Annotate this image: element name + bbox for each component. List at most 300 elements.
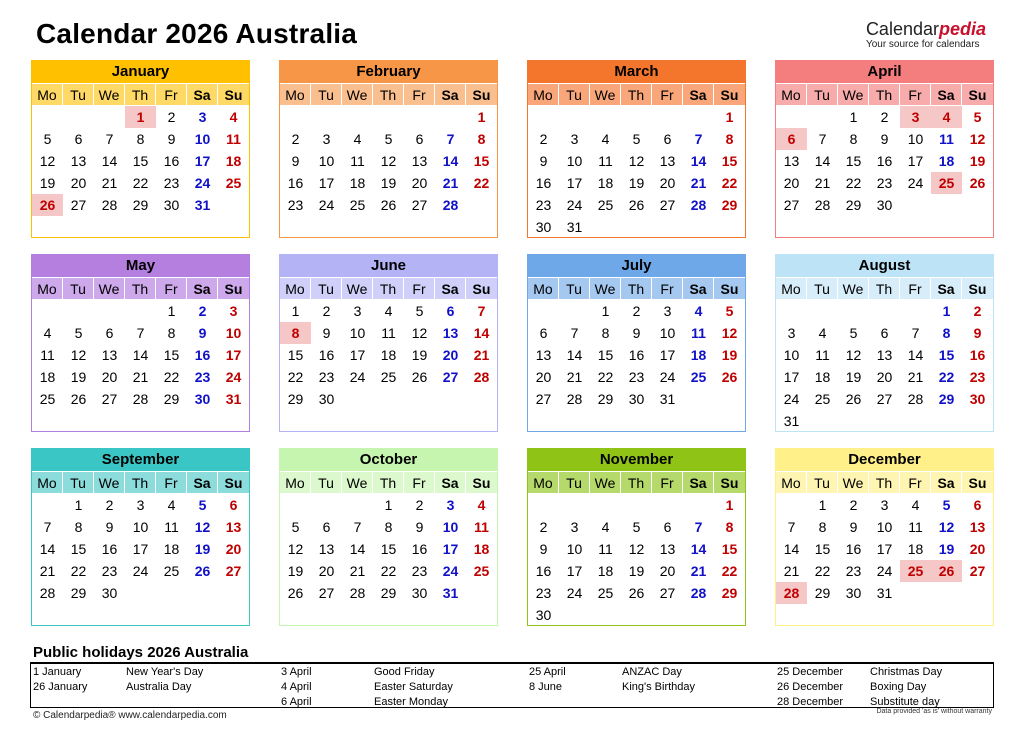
weekday-label: Mo — [528, 472, 559, 494]
day-cell: 11 — [164, 519, 179, 535]
day-cell: 17 — [349, 347, 366, 363]
weekday-label: Mo — [280, 84, 311, 106]
day-cell: 30 — [101, 585, 118, 601]
empty-cell — [559, 494, 590, 516]
day-cell: 28 — [101, 197, 118, 213]
day-cell: 26 — [380, 197, 397, 213]
day-cell: 8 — [167, 325, 176, 341]
day-cell: 16 — [969, 347, 986, 363]
day-cell: 20 — [318, 563, 335, 579]
day-cell: 7 — [787, 519, 796, 535]
empty-cell — [528, 300, 559, 322]
empty-cell — [621, 494, 652, 516]
holiday-date: 25 April — [529, 666, 566, 678]
day-cell: 11 — [691, 325, 706, 341]
day-cell: 28 — [907, 391, 924, 407]
day-cell: 27 — [442, 369, 459, 385]
day-cell: 30 — [969, 391, 986, 407]
day-cell: 15 — [814, 541, 831, 557]
empty-cell — [32, 494, 63, 516]
weekday-label: Fr — [652, 84, 683, 106]
day-cell: 11 — [350, 153, 365, 169]
day-cell: 12 — [628, 153, 645, 169]
day-grid — [280, 493, 497, 625]
empty-cell — [94, 106, 125, 128]
day-cell: 8 — [74, 519, 83, 535]
holiday-row — [31, 665, 279, 680]
day-cell: 15 — [721, 541, 738, 557]
day-cell: 12 — [628, 541, 645, 557]
month-may — [31, 254, 250, 432]
day-cell: 26 — [845, 391, 862, 407]
weekday-label: We — [94, 278, 125, 300]
day-cell: 21 — [907, 369, 924, 385]
holiday-row — [31, 680, 279, 695]
holiday-date: 25 December — [777, 666, 844, 678]
weekday-label: Mo — [32, 472, 63, 494]
day-cell: 14 — [814, 153, 831, 169]
weekday-label: Fr — [156, 278, 187, 300]
day-cell: 17 — [907, 153, 924, 169]
day-cell: 28 — [473, 369, 490, 385]
day-cell: 17 — [318, 175, 335, 191]
day-cell: 5 — [198, 497, 207, 513]
weekday-label: Su — [224, 475, 243, 491]
holiday-day-cell: 1 — [125, 106, 156, 128]
weekday-label: Th — [869, 472, 900, 494]
day-cell: 2 — [291, 131, 300, 147]
day-grid — [776, 105, 993, 237]
day-cell: 6 — [229, 497, 238, 513]
day-cell: 2 — [880, 109, 889, 125]
holiday-date: 26 December — [777, 681, 844, 693]
brand-logo[interactable] — [866, 20, 986, 50]
day-cell: 17 — [876, 541, 893, 557]
day-cell: 24 — [566, 585, 583, 601]
weekday-label: Mo — [32, 278, 63, 300]
day-cell: 3 — [787, 325, 796, 341]
day-grid — [528, 105, 745, 237]
weekday-label: Sa — [435, 84, 466, 106]
weekday-label: Mo — [32, 84, 63, 106]
day-cell: 22 — [287, 369, 304, 385]
weekday-label: Fr — [404, 472, 435, 494]
day-cell: 19 — [628, 563, 645, 579]
day-cell: 8 — [725, 519, 734, 535]
weekday-label: Su — [224, 281, 243, 297]
day-cell: 7 — [105, 131, 114, 147]
empty-cell — [311, 494, 342, 516]
day-cell: 13 — [411, 153, 428, 169]
weekday-header — [528, 277, 745, 299]
day-cell: 16 — [318, 347, 335, 363]
day-cell: 26 — [194, 563, 211, 579]
day-cell: 20 — [969, 541, 986, 557]
weekday-label: Mo — [528, 278, 559, 300]
day-cell: 25 — [473, 563, 490, 579]
day-cell: 20 — [225, 541, 242, 557]
day-cell: 6 — [415, 131, 424, 147]
day-cell: 8 — [601, 325, 610, 341]
day-cell: 5 — [291, 519, 300, 535]
day-cell: 9 — [198, 325, 207, 341]
day-cell: 13 — [783, 153, 800, 169]
day-cell: 9 — [415, 519, 424, 535]
day-cell: 8 — [818, 519, 827, 535]
day-cell: 10 — [566, 541, 583, 557]
weekday-header — [32, 83, 249, 105]
holiday-name: ANZAC Day — [622, 666, 682, 678]
holiday-day-cell: 26 — [32, 194, 63, 216]
day-grid — [528, 299, 745, 431]
day-cell: 10 — [318, 153, 335, 169]
day-cell: 18 — [380, 347, 397, 363]
day-cell: 16 — [845, 541, 862, 557]
weekday-label: Th — [373, 278, 404, 300]
day-cell: 3 — [322, 131, 331, 147]
day-cell: 17 — [783, 369, 800, 385]
weekday-label: Mo — [280, 278, 311, 300]
day-cell: 30 — [628, 391, 645, 407]
day-grid — [280, 299, 497, 431]
day-cell: 24 — [876, 563, 893, 579]
weekday-header — [280, 471, 497, 493]
month-name: March — [528, 61, 745, 83]
day-cell: 4 — [353, 131, 362, 147]
weekday-label: Su — [720, 475, 739, 491]
empty-cell — [280, 106, 311, 128]
day-cell: 14 — [39, 541, 56, 557]
day-cell: 24 — [132, 563, 149, 579]
day-cell: 21 — [473, 347, 490, 363]
empty-cell — [652, 106, 683, 128]
day-cell: 8 — [477, 131, 486, 147]
day-cell: 18 — [907, 541, 924, 557]
empty-cell — [342, 106, 373, 128]
day-cell: 11 — [815, 347, 830, 363]
weekday-label: Th — [869, 278, 900, 300]
day-cell: 29 — [938, 391, 955, 407]
weekday-label: Tu — [63, 472, 94, 494]
day-cell: 16 — [194, 347, 211, 363]
day-cell: 26 — [411, 369, 428, 385]
empty-cell — [63, 106, 94, 128]
day-cell: 1 — [849, 109, 858, 125]
weekday-label: Mo — [280, 472, 311, 494]
empty-cell — [807, 300, 838, 322]
day-cell: 5 — [43, 131, 52, 147]
weekday-label: Tu — [311, 472, 342, 494]
day-cell: 25 — [597, 585, 614, 601]
day-cell: 6 — [74, 131, 83, 147]
weekday-header — [528, 83, 745, 105]
weekday-label: Su — [968, 87, 987, 103]
day-cell: 3 — [229, 303, 238, 319]
day-cell: 31 — [442, 585, 459, 601]
day-cell: 24 — [225, 369, 242, 385]
weekday-label: We — [590, 84, 621, 106]
day-cell: 6 — [663, 131, 672, 147]
holiday-day-cell: 26 — [931, 560, 962, 582]
empty-cell — [621, 106, 652, 128]
day-cell: 24 — [907, 175, 924, 191]
day-cell: 1 — [167, 303, 176, 319]
weekday-label: Sa — [683, 84, 714, 106]
day-grid — [280, 105, 497, 237]
weekday-label: Sa — [187, 472, 218, 494]
day-cell: 31 — [783, 413, 800, 429]
day-cell: 2 — [322, 303, 331, 319]
empty-cell — [404, 106, 435, 128]
holiday-date: 28 December — [777, 696, 844, 708]
day-cell: 19 — [39, 175, 56, 191]
month-name: December — [776, 449, 993, 471]
weekday-label: Su — [720, 87, 739, 103]
day-cell: 16 — [287, 175, 304, 191]
day-cell: 24 — [659, 369, 676, 385]
day-cell: 25 — [39, 391, 56, 407]
day-cell: 7 — [136, 325, 145, 341]
empty-cell — [559, 106, 590, 128]
day-cell: 31 — [194, 197, 211, 213]
weekday-label: Mo — [776, 472, 807, 494]
day-cell: 4 — [384, 303, 393, 319]
page-title: Calendar 2026 Australia — [36, 18, 358, 49]
day-cell: 23 — [628, 369, 645, 385]
day-cell: 22 — [721, 175, 738, 191]
day-grid — [776, 493, 993, 625]
month-name: January — [32, 61, 249, 83]
day-cell: 27 — [535, 391, 552, 407]
day-cell: 24 — [783, 391, 800, 407]
day-cell: 30 — [535, 607, 552, 623]
day-cell: 2 — [632, 303, 641, 319]
day-cell: 29 — [721, 585, 738, 601]
day-cell: 14 — [783, 541, 800, 557]
day-cell: 17 — [659, 347, 676, 363]
day-cell: 23 — [969, 369, 986, 385]
day-cell: 14 — [442, 153, 459, 169]
day-cell: 14 — [690, 153, 707, 169]
day-cell: 27 — [659, 585, 676, 601]
day-cell: 31 — [225, 391, 242, 407]
weekday-label: Th — [621, 472, 652, 494]
day-cell: 6 — [880, 325, 889, 341]
day-cell: 21 — [566, 369, 583, 385]
day-cell: 19 — [70, 369, 87, 385]
day-cell: 10 — [225, 325, 242, 341]
empty-cell — [900, 300, 931, 322]
day-cell: 2 — [198, 303, 207, 319]
day-cell: 27 — [876, 391, 893, 407]
weekday-label: Fr — [652, 278, 683, 300]
empty-cell — [838, 300, 869, 322]
empty-cell — [528, 494, 559, 516]
holiday-name: King's Birthday — [622, 681, 696, 693]
holiday-row — [527, 665, 775, 680]
weekday-label: Su — [472, 475, 491, 491]
month-november — [527, 448, 746, 626]
empty-cell — [280, 494, 311, 516]
weekday-label: Th — [373, 84, 404, 106]
day-cell: 12 — [380, 153, 397, 169]
day-cell: 21 — [39, 563, 56, 579]
month-september — [31, 448, 250, 626]
day-cell: 5 — [849, 325, 858, 341]
day-cell: 25 — [690, 369, 707, 385]
day-cell: 26 — [287, 585, 304, 601]
day-cell: 9 — [973, 325, 982, 341]
weekday-label: Fr — [900, 84, 931, 106]
day-cell: 19 — [380, 175, 397, 191]
day-cell: 15 — [597, 347, 614, 363]
day-cell: 18 — [39, 369, 56, 385]
day-cell: 19 — [845, 369, 862, 385]
month-july — [527, 254, 746, 432]
day-cell: 23 — [535, 585, 552, 601]
day-cell: 21 — [783, 563, 800, 579]
day-cell: 1 — [942, 303, 951, 319]
month-october — [279, 448, 498, 626]
day-cell: 25 — [814, 391, 831, 407]
day-cell: 2 — [539, 131, 548, 147]
holiday-day-cell: 25 — [931, 172, 962, 194]
weekday-label: Fr — [156, 472, 187, 494]
weekday-label: Tu — [311, 278, 342, 300]
month-name: July — [528, 255, 745, 277]
day-cell: 11 — [40, 347, 55, 363]
weekday-header — [528, 471, 745, 493]
day-cell: 15 — [473, 153, 490, 169]
day-cell: 31 — [876, 585, 893, 601]
holiday-date: 1 January — [33, 666, 82, 678]
day-cell: 13 — [225, 519, 242, 535]
day-cell: 14 — [349, 541, 366, 557]
day-cell: 10 — [876, 519, 893, 535]
day-cell: 15 — [938, 347, 955, 363]
day-cell: 14 — [101, 153, 118, 169]
day-cell: 16 — [535, 175, 552, 191]
weekday-label: We — [342, 84, 373, 106]
day-cell: 7 — [446, 131, 455, 147]
day-cell: 10 — [132, 519, 149, 535]
day-cell: 4 — [694, 303, 703, 319]
day-cell: 16 — [628, 347, 645, 363]
holiday-date: 4 April — [281, 681, 312, 693]
day-cell: 7 — [694, 131, 703, 147]
day-cell: 13 — [318, 541, 335, 557]
weekday-label: Tu — [807, 472, 838, 494]
holiday-name: Easter Monday — [374, 696, 448, 708]
day-cell: 28 — [690, 585, 707, 601]
day-cell: 24 — [318, 197, 335, 213]
day-cell: 10 — [566, 153, 583, 169]
day-cell: 24 — [566, 197, 583, 213]
day-cell: 2 — [415, 497, 424, 513]
day-cell: 10 — [907, 131, 924, 147]
day-cell: 29 — [287, 391, 304, 407]
day-cell: 7 — [43, 519, 52, 535]
day-cell: 17 — [225, 347, 242, 363]
day-cell: 27 — [101, 391, 118, 407]
weekday-label: Tu — [63, 84, 94, 106]
empty-cell — [776, 300, 807, 322]
weekday-label: Su — [472, 87, 491, 103]
weekday-label: Mo — [776, 278, 807, 300]
day-cell: 13 — [659, 153, 676, 169]
weekday-label: We — [838, 472, 869, 494]
weekday-label: Sa — [435, 278, 466, 300]
day-cell: 2 — [105, 497, 114, 513]
day-cell: 15 — [132, 153, 149, 169]
day-cell: 19 — [969, 153, 986, 169]
holiday-row — [279, 695, 527, 710]
weekday-label: We — [590, 278, 621, 300]
day-cell: 8 — [942, 325, 951, 341]
holiday-day-cell: 4 — [931, 106, 962, 128]
month-name: August — [776, 255, 993, 277]
day-cell: 12 — [287, 541, 304, 557]
day-cell: 4 — [911, 497, 920, 513]
day-cell: 17 — [132, 541, 149, 557]
day-cell: 2 — [167, 109, 176, 125]
day-cell: 13 — [70, 153, 87, 169]
day-cell: 5 — [415, 303, 424, 319]
empty-cell — [32, 106, 63, 128]
weekday-label: Fr — [404, 84, 435, 106]
day-cell: 2 — [973, 303, 982, 319]
day-cell: 17 — [442, 541, 459, 557]
day-cell: 26 — [628, 585, 645, 601]
day-cell: 20 — [783, 175, 800, 191]
month-name: May — [32, 255, 249, 277]
day-cell: 21 — [101, 175, 118, 191]
day-cell: 8 — [136, 131, 145, 147]
day-cell: 4 — [43, 325, 52, 341]
day-cell: 2 — [849, 497, 858, 513]
day-cell: 9 — [105, 519, 114, 535]
weekday-header — [32, 471, 249, 493]
holiday-row — [527, 680, 775, 695]
brand-tagline: Your source for calendars — [865, 39, 980, 50]
empty-cell — [528, 106, 559, 128]
day-cell: 15 — [721, 153, 738, 169]
day-cell: 15 — [380, 541, 397, 557]
day-cell: 3 — [663, 303, 672, 319]
empty-cell — [652, 494, 683, 516]
holiday-name: Christmas Day — [870, 666, 943, 678]
day-cell: 7 — [911, 325, 920, 341]
weekday-label: We — [94, 84, 125, 106]
day-cell: 1 — [384, 497, 393, 513]
holiday-day-cell: 6 — [776, 128, 807, 150]
month-name: June — [280, 255, 497, 277]
day-cell: 22 — [163, 369, 180, 385]
day-cell: 18 — [473, 541, 490, 557]
day-cell: 4 — [477, 497, 486, 513]
weekday-label: Su — [968, 281, 987, 297]
day-cell: 12 — [845, 347, 862, 363]
day-cell: 11 — [598, 153, 613, 169]
day-cell: 16 — [535, 563, 552, 579]
empty-cell — [342, 494, 373, 516]
day-cell: 4 — [601, 519, 610, 535]
empty-cell — [776, 494, 807, 516]
day-cell: 21 — [442, 175, 459, 191]
day-cell: 23 — [535, 197, 552, 213]
month-april — [775, 60, 994, 238]
day-cell: 23 — [287, 197, 304, 213]
